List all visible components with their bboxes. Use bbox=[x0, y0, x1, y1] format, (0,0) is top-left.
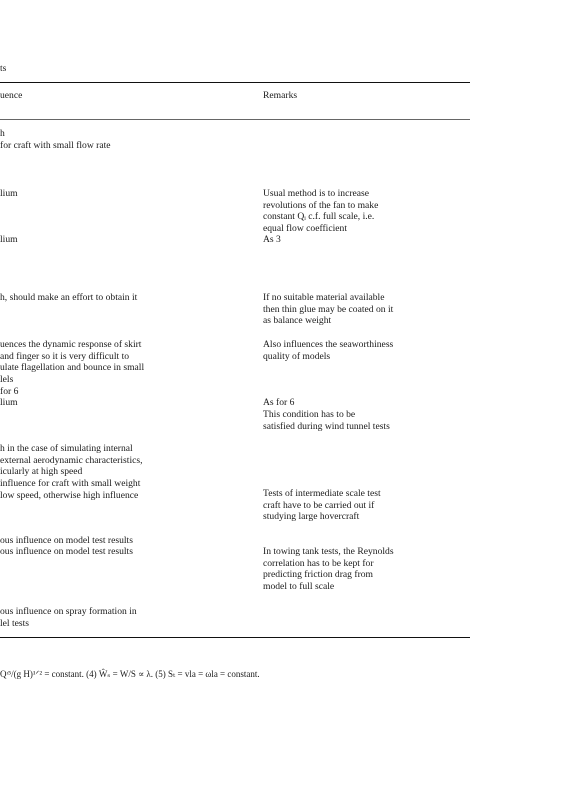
table-row-3-remarks: As 3 bbox=[263, 234, 281, 245]
table-row-9-influence: influence for craft with small weight low speed, otherwise high influence bbox=[0, 478, 141, 501]
table-row-11-influence: ous influence on model test results bbox=[0, 546, 133, 557]
table-row-6-remarks: As for 6 bbox=[263, 397, 295, 408]
table-row-5-influence: uences the dynamic response of skirt and finger so it is very difficult to ulate flagellation and bounce in small lels bbox=[0, 339, 145, 385]
table-row-5-remarks: Also influences the seaworthiness quality of models bbox=[263, 339, 394, 362]
table-caption: ts bbox=[0, 63, 7, 74]
table-row-12-influence: ous influence on spray formation in lel tests bbox=[0, 606, 137, 629]
table-row-3-influence: lium bbox=[0, 234, 18, 245]
header-rule bbox=[0, 119, 470, 120]
header-remarks: Remarks bbox=[263, 90, 298, 101]
table-row-4-influence: h, should make an effort to obtain it bbox=[0, 292, 138, 303]
table-row-9-remarks: Tests of intermediate scale test craft have to be carried out if studying large hovercraft bbox=[263, 488, 381, 523]
table-row-10-influence: ous influence on model test results bbox=[0, 535, 133, 546]
header-influence: uence bbox=[0, 90, 23, 101]
table-row-1-influence: h for craft with small flow rate bbox=[0, 128, 111, 151]
table-row-7-influence: lium bbox=[0, 397, 18, 408]
table-row-8-influence: h in the case of simulating internal external aerodynamic characteristics, icularly at high speed bbox=[0, 443, 143, 478]
table-row-11-remarks: In towing tank tests, the Reynolds correlation has to be kept for predicting friction drag from model to full scale bbox=[263, 546, 394, 592]
table-top-rule bbox=[0, 82, 470, 83]
table-row-4-remarks: If no suitable material available then thin glue may be coated on it as balance weight bbox=[263, 292, 394, 327]
table-bottom-rule bbox=[0, 637, 470, 638]
table-row-2-remarks: Usual method is to increase revolutions of the fan to make constant Qᵢ c.f. full scale, i.e. equal flow coefficient bbox=[263, 188, 379, 234]
table-row-6-influence: for 6 bbox=[0, 386, 19, 397]
table-row-7-remarks: This condition has to be satisfied during wind tunnel tests bbox=[263, 409, 390, 432]
table-footnote: Qᶦ⁵/(g H)¹ᐟ² = constant. (4) Ŵₛ = W/S ∝ λ. (5) Sₜ = vla = ωla = constant. bbox=[0, 669, 260, 679]
table-row-2-influence: lium bbox=[0, 188, 18, 199]
